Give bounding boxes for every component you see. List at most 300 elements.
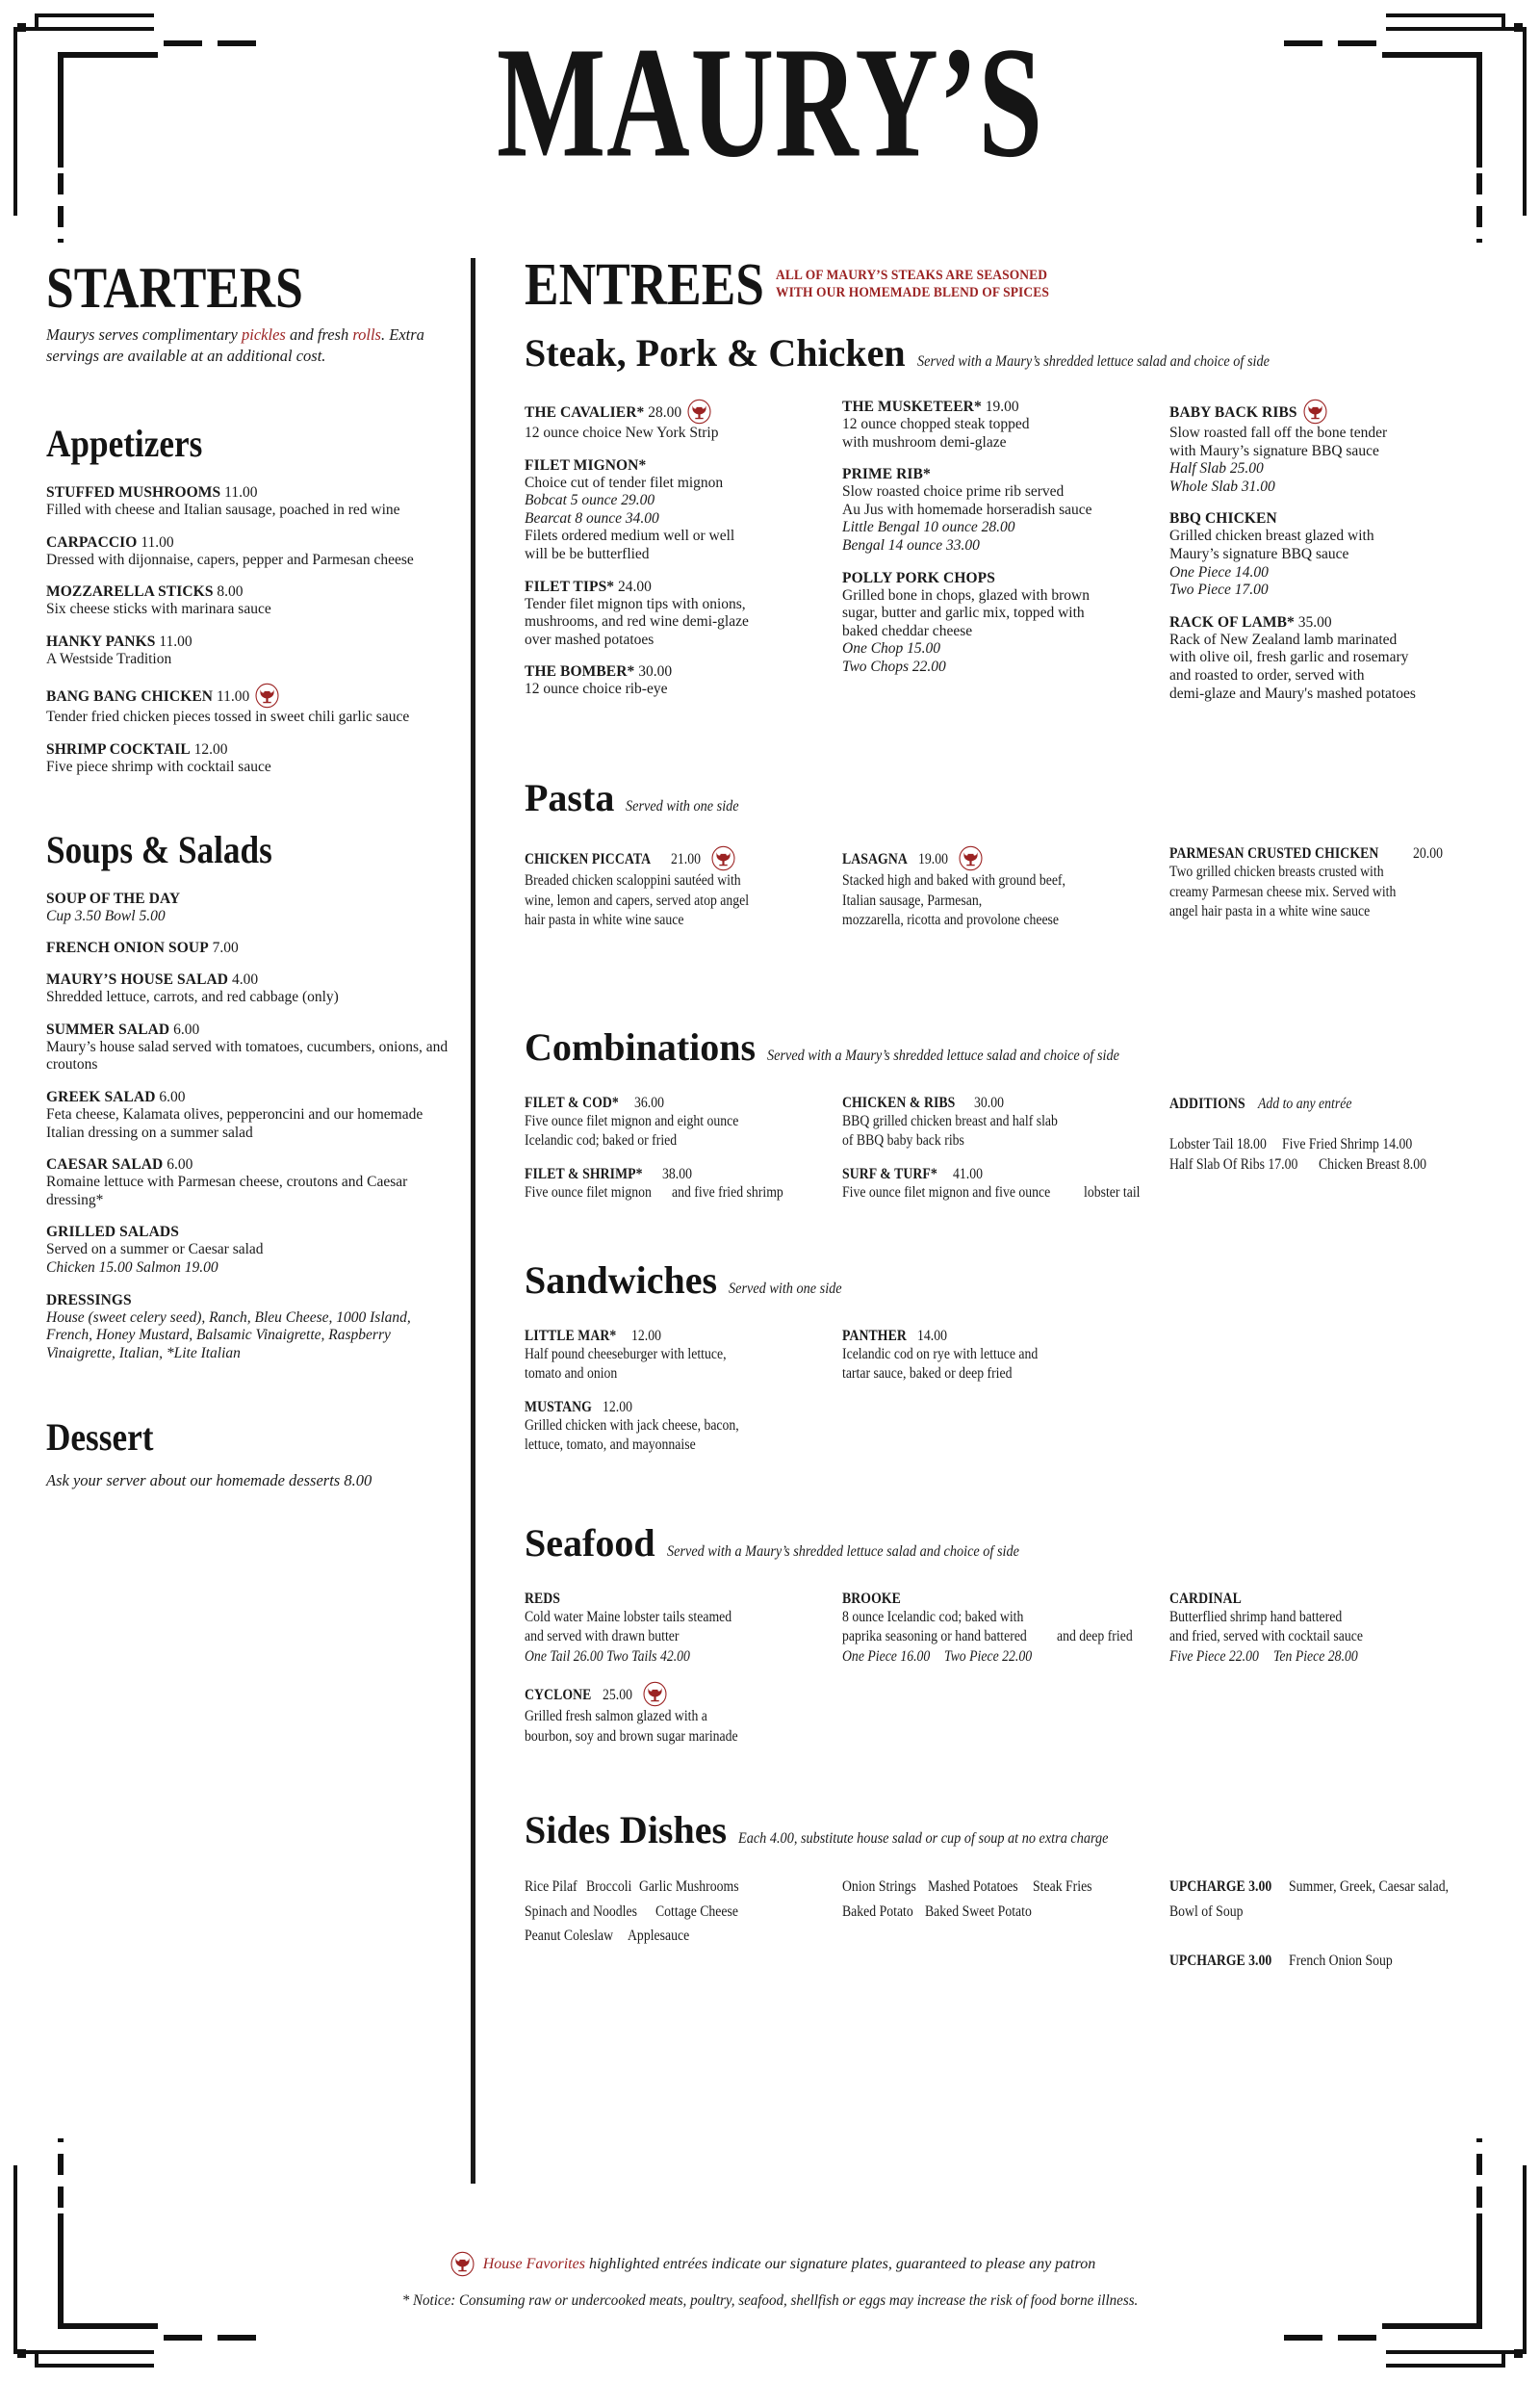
menu-item: [525, 1328, 842, 1385]
menu-item-variant: Bengal 14 ounce 33.00: [842, 537, 980, 554]
menu-item: [842, 1095, 1169, 1152]
appetizer-list: [46, 484, 450, 777]
side-dish-item: Cottage Cheese: [654, 1902, 738, 1920]
menu-item-name: BABY BACK RIBS: [1169, 404, 1297, 422]
menu-item-description: tomato and onion: [525, 1365, 618, 1383]
menu-item-price: 11.00: [137, 533, 174, 551]
sandwiches-column-2: [842, 1328, 1169, 1470]
sides-upcharge-column: [1169, 1877, 1497, 1976]
side-dish-item: Applesauce: [628, 1928, 690, 1945]
side-dish-item: Mashed Potatoes: [928, 1878, 1018, 1896]
menu-item-description: lettuce, tomato, and mayonnaise: [525, 1436, 696, 1454]
menu-item-description: with Maury’s signature BBQ sauce: [1169, 442, 1379, 459]
menu-item-heading: [525, 579, 842, 596]
menu-item-name: MUSTANG: [525, 1398, 592, 1415]
cocktail-glass-icon: [642, 1681, 668, 1707]
starters-intro-rolls: rolls: [352, 325, 381, 345]
sandwiches-heading-row: [525, 1257, 1497, 1303]
menu-item: [46, 534, 450, 570]
menu-item-variant: One Piece 16.00: [842, 1647, 931, 1665]
menu-item-heading: [46, 484, 450, 502]
restaurant-name: MAURY’S: [497, 14, 1043, 191]
menu-item-description: of BBQ baby back ribs: [842, 1132, 964, 1150]
menu-item-description: mushrooms, and red wine demi-glaze: [525, 613, 749, 631]
menu-item-name: PRIME RIB*: [842, 466, 931, 483]
menu-item-name: BANG BANG CHICKEN: [46, 688, 214, 706]
steak-column-3: [1169, 399, 1497, 717]
side-dish-item: Rice Pilaf: [525, 1878, 578, 1896]
menu-item: [1169, 510, 1497, 599]
menu-item-variant: Little Bengal 10 ounce 28.00: [842, 519, 1015, 536]
menu-item-description: Tender fried chicken pieces tossed in sweet chili garlic sauce: [46, 709, 410, 726]
column-divider: [471, 258, 475, 2184]
menu-item-price: 6.00: [163, 1156, 193, 1174]
seafood-column-3: [1169, 1591, 1497, 1761]
menu-item-heading: [46, 1022, 450, 1039]
menu-item-description: Grilled fresh salmon glazed with a: [525, 1708, 707, 1725]
menu-item-name: FILET TIPS*: [525, 578, 615, 595]
spacer: [1169, 1114, 1497, 1135]
menu-item-price: 12.00: [603, 1398, 633, 1415]
side-dish-item: Broccoli: [585, 1878, 631, 1896]
menu-item-price: 11.00: [213, 688, 250, 706]
menu-item-price: 30.00: [973, 1094, 1004, 1111]
side-dish-item: Onion Strings: [842, 1878, 916, 1896]
steak-note: Served with a Maury’s shredded lettuce salad and choice of side: [916, 353, 1270, 371]
side-dish-item: Spinach and Noodles: [525, 1902, 637, 1920]
menu-item-heading: [525, 1095, 842, 1112]
menu-item-price: 21.00: [671, 851, 702, 868]
menu-item-description: Slow roasted choice prime rib served: [842, 483, 1065, 501]
house-favorites-label: House Favorites: [482, 2255, 585, 2272]
addition-item: Lobster Tail 18.00: [1169, 1136, 1267, 1153]
menu-item-heading: [525, 1591, 842, 1608]
menu-item-variant: Whole Slab 31.00: [1169, 478, 1275, 495]
menu-item-name: CARDINAL: [1169, 1590, 1242, 1607]
menu-item-description: with olive oil, fresh garlic and rosemary: [1169, 649, 1409, 666]
combinations-note: Served with a Maury’s shredded lettuce salad and choice of side: [767, 1047, 1120, 1064]
menu-item: [46, 1022, 450, 1074]
menu-item-heading: [842, 845, 1169, 871]
menu-item: [842, 399, 1169, 452]
spacer: [1169, 1927, 1497, 1952]
menu-item-price: 14.00: [916, 1327, 947, 1344]
cocktail-glass-icon: [686, 399, 712, 425]
pasta-heading: Pasta: [525, 776, 615, 820]
appetizers-heading: Appetizers: [46, 422, 203, 466]
menu-item-description: Five ounce filet mignon and eight ounce: [525, 1112, 739, 1129]
menu-item-description: bourbon, soy and brown sugar marinade: [525, 1727, 738, 1745]
house-favorites-legend: [0, 2251, 1540, 2277]
menu-item-description: 8 ounce Icelandic cod; baked with: [842, 1608, 1024, 1625]
combinations-column-2: [842, 1095, 1169, 1217]
entrees-tagline-line2: WITH OUR HOMEMADE BLEND OF SPICES: [776, 284, 1050, 300]
seafood-column-1: [525, 1591, 842, 1761]
menu-item-name: BBQ CHICKEN: [1169, 510, 1277, 528]
seafood-heading: Seafood: [525, 1520, 655, 1565]
menu-item-heading: [1169, 1591, 1497, 1608]
menu-item-description: Five ounce filet mignon and five ounce: [842, 1183, 1051, 1201]
pasta-note: Served with one side: [626, 798, 739, 815]
seafood-note: Served with a Maury’s shredded lettuce salad and choice of side: [666, 1542, 1019, 1560]
menu-item-heading: [46, 940, 450, 957]
menu-item-price: 19.00: [981, 399, 1019, 416]
upcharge-title: UPCHARGE 3.00: [1169, 1878, 1272, 1896]
menu-item: [525, 663, 842, 699]
menu-item-name: BROOKE: [842, 1590, 901, 1607]
starters-intro-mid: and fresh: [285, 325, 353, 345]
menu-item-variant: Cup 3.50 Bowl 5.00: [46, 907, 166, 924]
side-dish-item: Peanut Coleslaw: [525, 1928, 614, 1945]
menu-item-name: STUFFED MUSHROOMS: [46, 484, 221, 502]
upcharge-item: Bowl of Soup: [1169, 1902, 1244, 1920]
upcharge-title: UPCHARGE 3.00: [1169, 1953, 1272, 1970]
menu-item-description: 12 ounce choice New York Strip: [525, 425, 719, 442]
menu-item-description: Filets ordered medium well or well: [525, 528, 735, 545]
menu-item-description: and fried, served with cocktail sauce: [1169, 1628, 1363, 1645]
menu-item-description: hair pasta in white wine sauce: [525, 912, 684, 929]
menu-item-variant: Bobcat 5 ounce 29.00: [525, 492, 655, 509]
menu-item-description: 12 ounce choice rib-eye: [525, 681, 668, 698]
menu-item-description: BBQ grilled chicken breast and half slab: [842, 1112, 1058, 1129]
menu-item-price: 20.00: [1412, 845, 1443, 863]
addition-item: Five Fried Shrimp 14.00: [1282, 1136, 1413, 1153]
menu-item-variant: Two Piece 22.00: [944, 1647, 1033, 1665]
menu-item: [525, 1399, 842, 1456]
addition-item: Half Slab Of Ribs 17.00: [1169, 1155, 1298, 1173]
steak-heading-row: [525, 330, 1497, 375]
menu-item-description: Dressed with dijonnaise, capers, pepper and Parmesan cheese: [46, 551, 414, 568]
menu-item-name: SOUP OF THE DAY: [46, 890, 181, 907]
menu-item: [1169, 845, 1497, 921]
menu-item-heading: [46, 683, 450, 709]
menu-item: [46, 683, 450, 727]
menu-item-price: 6.00: [155, 1089, 186, 1105]
steak-column-2: [842, 399, 1169, 717]
menu-item-description: Half pound cheeseburger with lettuce,: [525, 1345, 727, 1362]
menu-item-heading: [1169, 399, 1497, 425]
menu-item: [842, 1328, 1169, 1385]
menu-item-variant: One Piece 14.00: [1169, 563, 1269, 581]
starters-heading: STARTERS: [46, 256, 303, 320]
side-dish-item: Baked Sweet Potato: [924, 1902, 1032, 1920]
menu-item-name: GRILLED SALADS: [46, 1224, 179, 1241]
menu-item-price: 41.00: [952, 1165, 983, 1182]
menu-item-description: Two grilled chicken breasts crusted with: [1169, 864, 1384, 881]
combinations-heading-row: [525, 1024, 1497, 1070]
menu-item-description: Shredded lettuce, carrots, and red cabbage (only): [46, 989, 339, 1006]
menu-item: [525, 1681, 842, 1747]
entrees-heading-row: [525, 252, 1497, 318]
menu-item-name: REDS: [525, 1590, 561, 1607]
menu-item-name: LITTLE MAR*: [525, 1327, 617, 1344]
cocktail-glass-icon: [254, 683, 280, 709]
side-dish-item: Baked Potato: [842, 1902, 913, 1920]
menu-item-description: Maury’s signature BBQ sauce: [1169, 546, 1349, 562]
menu-item-heading: [842, 570, 1169, 587]
menu-item-price: 11.00: [155, 633, 192, 650]
menu-item-variant: Two Chops 22.00: [842, 658, 946, 675]
menu-item-price: 11.00: [220, 484, 258, 502]
menu-item-description: tartar sauce, baked or deep fried: [842, 1365, 1013, 1383]
menu-item-name: THE MUSKETEER*: [842, 399, 982, 416]
menu-item-name: SUMMER SALAD: [46, 1021, 170, 1038]
menu-item-description: Feta cheese, Kalamata olives, pepperoncini and our homemade Italian dressing on a summer salad: [46, 1106, 424, 1141]
additions-title: ADDITIONS: [1169, 1095, 1245, 1112]
menu-item-description: Slow roasted fall off the bone tender: [1169, 425, 1388, 442]
menu-item-description: paprika seasoning or hand battered: [842, 1628, 1027, 1645]
menu-item-description: angel hair pasta in a white wine sauce: [1169, 903, 1371, 920]
menu-item: [1169, 399, 1497, 496]
dessert-note: Ask your server about our homemade desserts 8.00: [46, 1471, 372, 1490]
menu-item-description: lobster tail: [1084, 1183, 1141, 1201]
menu-item: [1169, 1591, 1497, 1667]
menu-item-price: 38.00: [661, 1165, 692, 1182]
menu-item-variant: Five Piece 22.00: [1169, 1647, 1259, 1665]
menu-item-variant: Bearcat 8 ounce 34.00: [525, 509, 659, 527]
menu-item-description: Grilled bone in chops, glazed with brown: [842, 586, 1090, 604]
cocktail-glass-icon: [710, 845, 736, 871]
menu-item-variant: Chicken 15.00 Salmon 19.00: [46, 1258, 218, 1276]
menu-item-name: FILET & COD*: [525, 1094, 619, 1111]
combinations-heading: Combinations: [525, 1024, 757, 1069]
menu-item-name: DRESSINGS: [46, 1291, 132, 1308]
seafood-heading-row: [525, 1520, 1497, 1566]
house-favorites-text: highlighted entrées indicate our signature plates, guaranteed to please any patron: [584, 2255, 1096, 2272]
menu-item-heading: [46, 1292, 450, 1309]
menu-item-heading: [525, 457, 842, 475]
menu-item-name: CHICKEN PICCATA: [525, 851, 652, 868]
menu-item: [1169, 614, 1497, 703]
menu-item-price: 4.00: [228, 971, 259, 989]
menu-item-name: FRENCH ONION SOUP: [46, 940, 209, 957]
menu-item-description: Breaded chicken scaloppini sautéed with: [525, 872, 741, 890]
menu-item-description: and five fried shrimp: [672, 1183, 784, 1201]
menu-item-description: Rack of New Zealand lamb marinated: [1169, 631, 1398, 648]
menu-item: [46, 484, 450, 520]
menu-item-price: 24.00: [614, 578, 652, 595]
menu-item: [46, 971, 450, 1007]
menu-item: [46, 940, 450, 957]
menu-item-description: and roasted to order, served with: [1169, 666, 1365, 684]
entrees-pane: [525, 252, 1497, 1977]
menu-item: [525, 579, 842, 650]
menu-item: [842, 845, 1169, 930]
menu-item-variant: Half Slab 25.00: [1169, 460, 1264, 478]
menu-item: [525, 1166, 842, 1203]
menu-item-description: Icelandic cod; baked or fried: [525, 1132, 678, 1150]
menu-item-description: Italian sausage, Parmesan,: [842, 892, 983, 909]
menu-item: [525, 399, 842, 443]
menu-item-description: Maury’s house salad served with tomatoes, cucumbers, onions, and croutons: [46, 1038, 449, 1074]
menu-item-description: Choice cut of tender filet mignon: [525, 474, 724, 491]
steak-heading: Steak, Pork & Chicken: [525, 331, 906, 375]
menu-item-name: LASAGNA: [842, 851, 908, 868]
pasta-column-3: [1169, 845, 1497, 945]
menu-item-variant: One Chop 15.00: [842, 640, 941, 658]
menu-item-heading: [842, 466, 1169, 483]
allergen-notice: * Notice: Consuming raw or undercooked meats, poultry, seafood, shellfish or eggs may increase the risk of food borne illness.: [401, 2292, 1139, 2309]
menu-item: [46, 891, 450, 926]
menu-item-description: creamy Parmesan cheese mix. Served with: [1169, 883, 1397, 900]
menu-item-heading: [46, 971, 450, 989]
menu-item-name: SHRIMP COCKTAIL: [46, 741, 191, 759]
menu-item-description: 12 ounce chopped steak topped: [842, 416, 1030, 433]
menu-item-price: 8.00: [213, 583, 244, 601]
menu-item-heading: [842, 1591, 1169, 1608]
side-dish-item: Steak Fries: [1033, 1878, 1092, 1896]
menu-item-description: Grilled chicken with jack cheese, bacon,: [525, 1416, 739, 1434]
menu-item-heading: [46, 534, 450, 552]
menu-item: [842, 1591, 1169, 1667]
menu-item-description: will be be butterflied: [525, 546, 650, 562]
starters-column: [46, 256, 450, 1491]
menu-item: [46, 1089, 450, 1142]
seafood-column-2: [842, 1591, 1169, 1761]
sides-note: Each 4.00, substitute house salad or cup of soup at no extra charge: [738, 1830, 1109, 1848]
menu-item-variant: Two Piece 17.00: [1169, 582, 1269, 599]
starters-intro-pickles: pickles: [242, 325, 286, 345]
menu-item-description: Five piece shrimp with cocktail sauce: [46, 759, 271, 776]
menu-item-heading: [46, 741, 450, 759]
menu-item-heading: [842, 1166, 1169, 1183]
menu-item-name: CAESAR SALAD: [46, 1156, 164, 1174]
cocktail-glass-icon: [449, 2251, 475, 2277]
side-dish-item: Garlic Mushrooms: [638, 1878, 739, 1896]
menu-item: [525, 1095, 842, 1152]
menu-item-description: baked cheddar cheese: [842, 622, 973, 639]
menu-item-description: demi-glaze and Maury's mashed potatoes: [1169, 685, 1416, 702]
menu-item-heading: [1169, 614, 1497, 632]
menu-item-description: mozzarella, ricotta and provolone cheese: [842, 912, 1060, 929]
menu-item: [46, 1292, 450, 1363]
menu-item-heading: [46, 1156, 450, 1174]
menu-item-name: CHICKEN & RIBS: [842, 1094, 956, 1111]
menu-item-price: 30.00: [634, 663, 673, 681]
menu-item-name: PARMESAN CRUSTED CHICKEN: [1169, 845, 1379, 863]
sides-column-1: [525, 1877, 842, 1976]
menu-item-heading: [525, 845, 842, 871]
menu-item-name: POLLY PORK CHOPS: [842, 569, 995, 586]
menu-item-description: Six cheese sticks with marinara sauce: [46, 601, 271, 618]
menu-item-heading: [525, 1399, 842, 1416]
menu-item-description: Cold water Maine lobster tails steamed: [525, 1608, 732, 1625]
menu-item-name: SURF & TURF*: [842, 1165, 937, 1182]
upcharge-item: Summer, Greek, Caesar salad,: [1288, 1878, 1449, 1896]
soups-salads-heading: Soups & Salads: [46, 827, 272, 871]
addition-item: Chicken Breast 8.00: [1319, 1155, 1427, 1173]
entrees-tagline-line1: ALL OF MAURY’S STEAKS ARE SEASONED: [776, 267, 1048, 283]
menu-item-name: PANTHER: [842, 1327, 907, 1344]
menu-item-price: 12.00: [630, 1327, 661, 1344]
menu-item-heading: [46, 891, 450, 908]
sides-heading: Sides Dishes: [525, 1808, 728, 1852]
menu-item-heading: [46, 583, 450, 601]
menu-item-heading: [525, 1328, 842, 1345]
menu-item-name: CYCLONE: [525, 1687, 592, 1704]
menu-item-variant: Ten Piece 28.00: [1272, 1647, 1358, 1665]
menu-item-price: 25.00: [602, 1687, 632, 1704]
menu-item-heading: [46, 634, 450, 651]
entrees-heading: ENTREES: [525, 252, 764, 318]
menu-item-variant: House (sweet celery seed), Ranch, Bleu Cheese, 1000 Island, French, Honey Mustard, Balsamic Vinaigrette, Raspberry Vinaigrette, Italian, *Lite Italian: [46, 1308, 411, 1361]
menu-item: [46, 583, 450, 619]
menu-item-heading: [842, 1095, 1169, 1112]
menu-item-description: Romaine lettuce with Parmesan cheese, croutons and Caesar dressing*: [46, 1174, 408, 1208]
sides-column-2: [842, 1877, 1169, 1976]
starters-intro-pre: Maurys serves complimentary: [46, 325, 242, 345]
menu-item: [842, 570, 1169, 677]
menu-item-price: 19.00: [917, 851, 948, 868]
additions-subtitle: Add to any entrée: [1257, 1095, 1352, 1112]
menu-item-name: THE CAVALIER*: [525, 404, 645, 422]
sandwiches-note: Served with one side: [729, 1280, 842, 1297]
menu-item-heading: [525, 663, 842, 681]
combinations-column-1: [525, 1095, 842, 1217]
menu-item-price: 28.00: [644, 404, 682, 422]
menu-item-description: Grilled chicken breast glazed with: [1169, 528, 1374, 545]
menu-item-description: A Westside Tradition: [46, 650, 172, 667]
corner-ornament-top-right: [1373, 13, 1527, 220]
menu-item: [842, 1166, 1169, 1203]
menu-item-heading: [525, 399, 842, 425]
menu-item: [46, 1224, 450, 1277]
menu-item-name: MOZZARELLA STICKS: [46, 583, 214, 601]
menu-item-description: over mashed potatoes: [525, 631, 654, 648]
menu-item-description: Butterflied shrimp hand battered: [1169, 1608, 1343, 1625]
cocktail-glass-icon: [1302, 399, 1328, 425]
menu-item-name: RACK OF LAMB*: [1169, 613, 1295, 631]
menu-item-variant: One Tail 26.00 Two Tails 42.00: [525, 1647, 690, 1665]
menu-item-heading: [1169, 510, 1497, 528]
steak-column-1: [525, 399, 842, 717]
menu-item-price: 6.00: [169, 1021, 200, 1038]
pasta-heading-row: [525, 775, 1497, 820]
menu-footer: [0, 2251, 1540, 2310]
menu-item-name: THE BOMBER*: [525, 663, 635, 681]
menu-item-name: GREEK SALAD: [46, 1089, 156, 1105]
dessert-heading: Dessert: [46, 1415, 154, 1460]
sandwiches-column-1: [525, 1328, 842, 1470]
pasta-column-1: [525, 845, 842, 945]
menu-item-description: with mushroom demi-glaze: [842, 433, 1007, 451]
menu-item-description: and deep fried: [1057, 1628, 1133, 1645]
menu-item-heading: [842, 1328, 1169, 1345]
menu-item-heading: [525, 1166, 842, 1183]
soups-salads-list: [46, 891, 450, 1363]
pasta-column-2: [842, 845, 1169, 945]
menu-item-price: 12.00: [190, 741, 228, 759]
menu-item: [46, 741, 450, 777]
menu-item-price: 36.00: [633, 1094, 664, 1111]
menu-item: [525, 457, 842, 564]
menu-item: [525, 1591, 842, 1667]
menu-item-description: wine, lemon and capers, served atop angel: [525, 892, 750, 909]
menu-item-name: CARPACCIO: [46, 533, 138, 551]
menu-item: [525, 845, 842, 930]
menu-item: [46, 634, 450, 669]
menu-item-price: 7.00: [208, 940, 239, 957]
menu-item-description: Stacked high and baked with ground beef,: [842, 872, 1065, 890]
upcharge-item: French Onion Soup: [1288, 1953, 1393, 1970]
menu-item-name: HANKY PANKS: [46, 633, 156, 650]
sides-heading-row: [525, 1807, 1497, 1852]
additions-column: [1169, 1095, 1497, 1217]
menu-item-name: FILET & SHRIMP*: [525, 1165, 643, 1182]
menu-item-description: Served on a summer or Caesar salad: [46, 1241, 264, 1258]
cocktail-glass-icon: [958, 845, 984, 871]
menu-item-heading: [525, 1681, 842, 1707]
